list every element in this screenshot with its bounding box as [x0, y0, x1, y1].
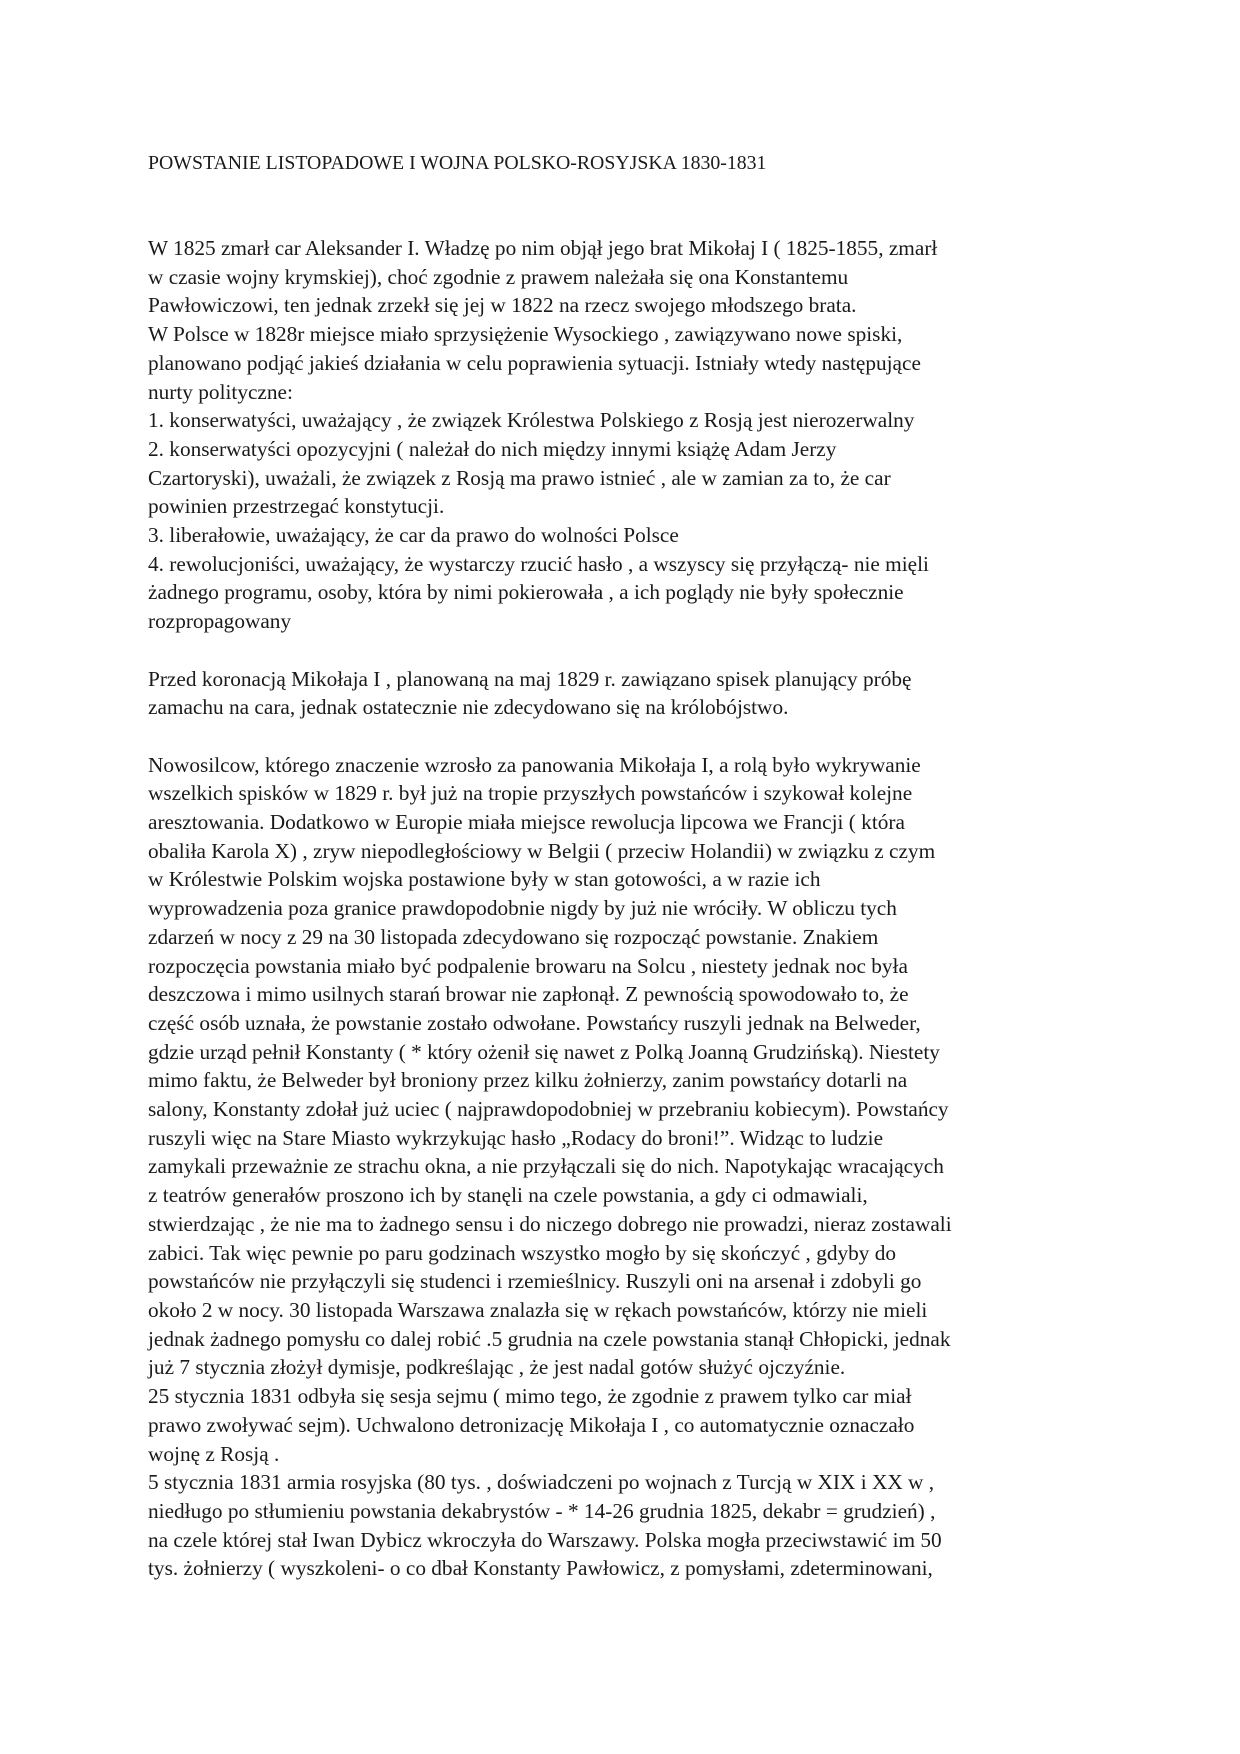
text-line: część osób uznała, że powstanie zostało odwołane. Powstańcy ruszyli jednak na Belweder,: [148, 1010, 921, 1035]
text-line: tys. żołnierzy ( wyszkoleni- o co dbał Konstanty Pawłowicz, z pomysłami, zdeterminowani,: [148, 1556, 933, 1581]
text-line: niedługo po stłumieniu powstania dekabrystów - * 14-26 grudnia 1825, dekabr = grudzień) ,: [148, 1498, 936, 1523]
text-line: żadnego programu, osoby, która by nimi pokierowała , a ich poglądy nie były społecznie: [148, 580, 904, 605]
document-body: [148, 234, 1098, 1583]
text-line: w Królestwie Polskim wojska postawione były w stan gotowości, a w razie ich: [148, 867, 821, 892]
text-line: w czasie wojny krymskiej), choć zgodnie z prawem należała się ona Konstantemu: [148, 264, 849, 289]
text-line: Czartoryski), uważali, że związek z Rosją ma prawo istnieć , ale w zamian za to, że car: [148, 465, 891, 490]
text-line: aresztowania. Dodatkowo w Europie miała miejsce rewolucja lipcowa we Francji ( która: [148, 810, 905, 835]
text-line: gdzie urząd pełnił Konstanty ( * który ożenił się nawet z Polką Joanną Grudzińską). Niestety: [148, 1039, 940, 1064]
text-line: Nowosilcow, którego znaczenie wzrosło za panowania Mikołaja I, a rolą było wykrywanie: [148, 752, 921, 777]
text-line: jednak żadnego pomysłu co dalej robić .5 grudnia na czele powstania stanął Chłopicki, jednak: [148, 1326, 951, 1351]
text-line: nurty polityczne:: [148, 379, 293, 404]
text-line: około 2 w nocy. 30 listopada Warszawa znalazła się w rękach powstańców, którzy nie mieli: [148, 1297, 928, 1322]
paragraph: [148, 234, 1098, 636]
text-line: mimo faktu, że Belweder był broniony przez kilku żołnierzy, zanim powstańcy dotarli na: [148, 1068, 908, 1093]
text-line: zamykali przeważnie ze strachu okna, a nie przyłączali się do nich. Napotykając wracających: [148, 1154, 944, 1179]
text-line: planowano podjąć jakieś działania w celu poprawienia sytuacji. Istniały wtedy następujące: [148, 350, 921, 375]
text-line: 25 stycznia 1831 odbyła się sesja sejmu ( mimo tego, że zgodnie z prawem tylko car miał: [148, 1384, 912, 1409]
text-line: wszelkich spisków w 1829 r. był już na tropie przyszłych powstańców i szykował kolejne: [148, 781, 913, 806]
text-line: na czele której stał Iwan Dybicz wkroczyła do Warszawy. Polska mogła przeciwstawić im 50: [148, 1527, 942, 1552]
text-line: deszczowa i mimo usilnych starań browar nie zapłonął. Z pewnością spowodowało to, że: [148, 982, 909, 1007]
text-line: prawo zwoływać sejm). Uchwalono detronizację Mikołaja I , co automatycznie oznaczało: [148, 1412, 915, 1437]
document-title: POWSTANIE LISTOPADOWE I WOJNA POLSKO-ROSYJSKA 1830-1831: [148, 152, 767, 174]
text-line: powinien przestrzegać konstytucji.: [148, 494, 445, 519]
text-line: W Polsce w 1828r miejsce miało sprzysiężenie Wysockiego , zawiązywano nowe spiski,: [148, 322, 903, 347]
text-line: rozpropagowany: [148, 609, 292, 634]
text-line: salony, Konstanty zdołał już uciec ( najprawdopodobniej w przebraniu kobiecym). Powstańcy: [148, 1097, 949, 1122]
paragraph: [148, 751, 1098, 1583]
document-page: [148, 149, 1098, 1612]
text-line: Przed koronacją Mikołaja I , planowaną na maj 1829 r. zawiązano spisek planujący próbę: [148, 666, 912, 691]
text-line: już 7 stycznia złożył dymisje, podkreślając , że jest nadal gotów służyć ojczyźnie.: [148, 1355, 846, 1380]
text-line: 1. konserwatyści, uważający , że związek Królestwa Polskiego z Rosją jest nierozerwalny: [148, 408, 915, 433]
text-line: 2. konserwatyści opozycyjni ( należał do nich między innymi książę Adam Jerzy: [148, 436, 837, 461]
text-line: stwierdzając , że nie ma to żadnego sensu i do niczego dobrego nie prowadzi, nieraz zostawali: [148, 1211, 952, 1236]
text-line: W 1825 zmarł car Aleksander I. Władzę po nim objął jego brat Mikołaj I ( 1825-1855, zmarł: [148, 236, 938, 260]
text-line: obaliła Karola X) , zryw niepodległościowy w Belgii ( przeciw Holandii) w związku z czym: [148, 838, 936, 863]
text-line: ruszyli więc na Stare Miasto wykrzykując hasło „Rodacy do broni!”. Widząc to ludzie: [148, 1125, 884, 1150]
text-line: z teatrów generałów proszono ich by stanęli na czele powstania, a gdy ci odmawiali,: [148, 1183, 868, 1208]
text-line: wyprowadzenia poza granice prawdopodobnie nigdy by już nie wróciły. W obliczu tych: [148, 896, 897, 921]
text-line: 3. liberałowie, uważający, że car da prawo do wolności Polsce: [148, 523, 679, 548]
text-line: 5 stycznia 1831 armia rosyjska (80 tys. , doświadczeni po wojnach z Turcją w XIX i XX w ,: [148, 1470, 935, 1495]
text-line: wojnę z Rosją .: [148, 1441, 280, 1466]
paragraph: [148, 665, 1098, 722]
text-line: 4. rewolucjoniści, uważający, że wystarczy rzucić hasło , a wszyscy się przyłączą- nie mięli: [148, 551, 929, 576]
text-line: rozpoczęcia powstania miało być podpalenie browaru na Solcu , niestety jednak noc była: [148, 953, 908, 978]
text-line: zabici. Tak więc pewnie po paru godzinach wszystko mogło by się skończyć , gdyby do: [148, 1240, 897, 1265]
text-line: powstańców nie przyłączyli się studenci i rzemieślnicy. Ruszyli oni na arsenał i zdobyli go: [148, 1269, 922, 1294]
text-line: zamachu na cara, jednak ostatecznie nie zdecydowano się na królobójstwo.: [148, 695, 789, 720]
text-line: zdarzeń w nocy z 29 na 30 listopada zdecydowano się rozpocząć powstanie. Znakiem: [148, 924, 879, 949]
text-line: Pawłowiczowi, ten jednak zrzekł się jej w 1822 na rzecz swojego młodszego brata.: [148, 293, 857, 318]
